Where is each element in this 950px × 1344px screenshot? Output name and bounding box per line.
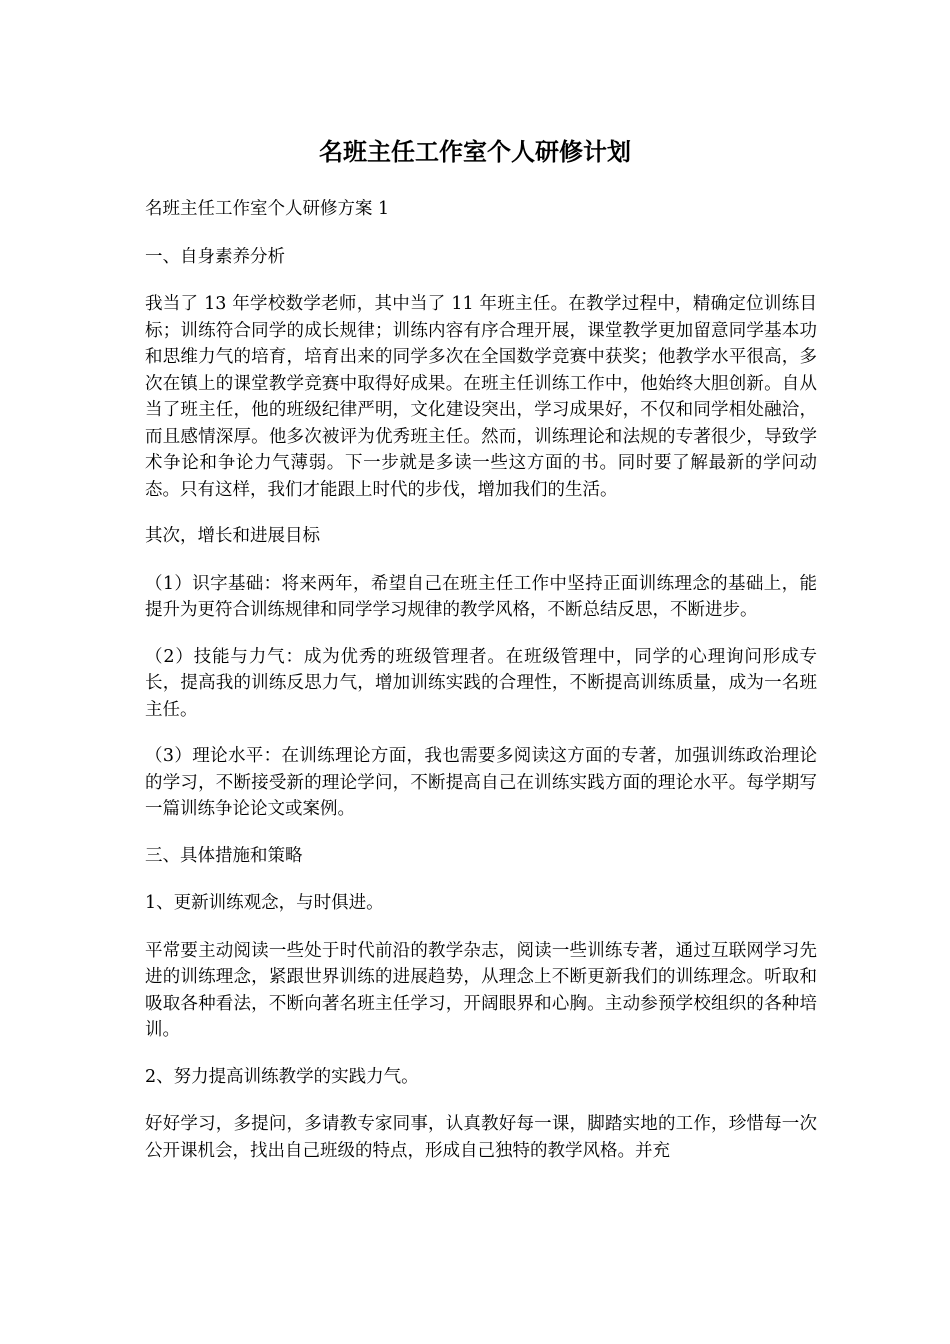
paragraph-goal-2: （2）技能与力气：成为优秀的班级管理者。在班级管理中，同学的心理询问形成专长，提高我的训练反思力气，增加训练实践的合理性，不断提高训练质量，成为一名班主任。	[145, 646, 817, 720]
plan-subtitle: 名班主任工作室个人研修方案 1	[145, 199, 390, 219]
section-heading-self-analysis: 一、自身素养分析	[145, 246, 285, 267]
paragraph-measure-2: 好好学习，多提问，多请教专家同事，认真教好每一课，脚踏实地的工作，珍惜每一次公开课机会，找出自己班级的特点，形成自己独特的教学风格。并充	[145, 1114, 817, 1161]
section-heading-goals: 其次，增长和进展目标	[145, 526, 320, 546]
paragraph-measure-1: 平常要主动阅读一些处于时代前沿的教学杂志，阅读一些训练专著，通过互联网学习先进的训练理念，紧跟世界训练的进展趋势，从理念上不断更新我们的训练理念。听取和吸取各种看法，不断向著名班主任学习，开阔眼界和心胸。主动参预学校组织的各种培训。	[145, 940, 817, 1040]
document-body	[145, 196, 817, 1184]
paragraph-goal-3: （3）理论水平：在训练理论方面，我也需要多阅读这方面的专著，加强训练政治理论的学习，不断接受新的理论学问，不断提高自己在训练实践方面的理论水平。每学期写一篇训练争论论文或案例。	[145, 746, 817, 819]
paragraph-goal-1: （1）识字基础：将来两年，希望自己在班主任工作中坚持正面训练理念的基础上，能提升为更符合训练规律和同学学习规律的教学风格，不断总结反思，不断进步。	[145, 573, 817, 620]
document-title: 名班主任工作室个人研修计划	[319, 137, 631, 166]
subheading-measure-2: 2、努力提高训练教学的实践力气。	[145, 1066, 419, 1087]
subheading-measure-1: 1、更新训练观念，与时俱进。	[145, 893, 384, 913]
section-heading-measures: 三、具体措施和策略	[145, 845, 303, 866]
paragraph-self-analysis: 我当了 13 年学校数学老师，其中当了 11 年班主任。在教学过程中，精确定位训练目标；训练符合同学的成长规律；训练内容有序合理开展，课堂教学更加留意同学基本功和思维力气的培育，培育出来的同学多次在全国数学竞赛中获奖；他教学水平很高，多次在镇上的课堂教学竞赛中取得好成果。在班主任训练工作中，他始终大胆创新。自从当了班主任，他的班级纪律严明，文化建设突出，学习成果好，不仅和同学相处融洽，而且感情深厚。他多次被评为优秀班主任。然而，训练理论和法规的专著很少，导致学术争论和争论力气薄弱。下一步就是多读一些这方面的书。同时要了解最新的学问动态。只有这样，我们才能跟上时代的步伐，增加我们的生活。	[145, 294, 817, 500]
